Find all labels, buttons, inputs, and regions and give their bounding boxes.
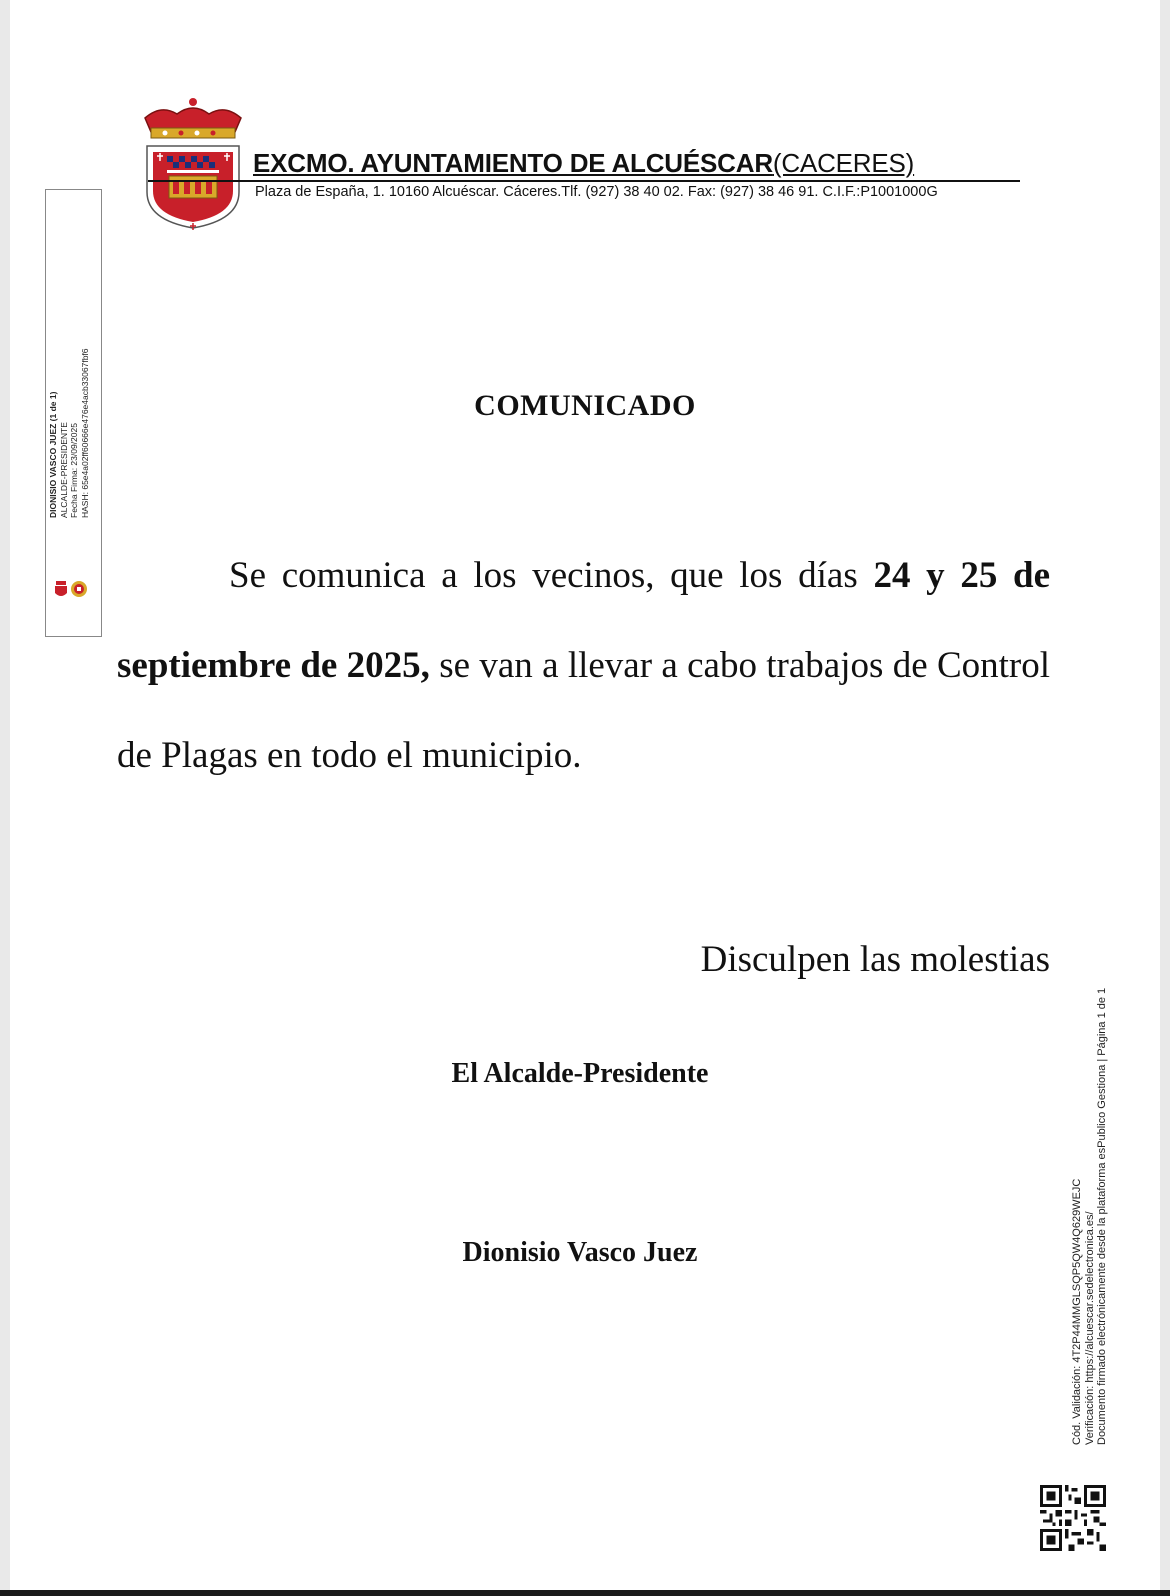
paragraph-text-start: Se comunica a los vecinos, que los días: [229, 555, 874, 596]
validation-strip: [1071, 988, 1109, 1445]
institution-province: (CACERES): [772, 148, 915, 178]
platform-note: Documento firmado electrónicamente desde la plataforma esPublico Gestiona | Página 1 de 1: [1096, 987, 1108, 1445]
qr-code-icon[interactable]: [1040, 1485, 1106, 1551]
document-heading: COMUNICADO: [474, 389, 696, 422]
paragraph-text-end: se van a llevar a cabo trabajos de Control de Plagas en todo el municipio.: [117, 645, 1051, 776]
coat-of-arms-icon: [131, 96, 251, 232]
signature-stamp-text: [48, 348, 90, 518]
stamp-role: ALCALDE-PRESIDENTE: [58, 422, 69, 518]
header-rule: [148, 180, 1020, 182]
institution-title: [253, 148, 914, 179]
signature-name: Dionisio Vasco Juez: [462, 1237, 698, 1268]
institution-address: Plaza de España, 1. 10160 Alcuéscar. Cáceres.Tlf. (927) 38 40 02. Fax: (927) 38 46 91. C.I.F.:P1001000G: [255, 184, 938, 200]
stamp-hash: HASH: 65e4a02ff60666e476e4acb33067fbf6: [79, 348, 90, 518]
stamp-date: Fecha Firma: 23/09/2025: [69, 423, 79, 518]
announcement-paragraph: [117, 531, 1050, 801]
page-bottom-border: [0, 1590, 1170, 1596]
stamp-crest-icon: [52, 578, 92, 600]
closing-line: Disculpen las molestias: [700, 939, 1050, 980]
signature-title: El Alcalde-Presidente: [451, 1058, 709, 1089]
validation-code: Cód. Validación: 4T2P44MMGLSQP5QW4Q629WEJC: [1071, 1178, 1083, 1445]
paragraph-dates: 24 y 25 de septiembre de 2025,: [117, 555, 1051, 686]
verification-url: Verificación: https://alcuescar.sedelectronica.es/: [1083, 1211, 1096, 1445]
institution-name: EXCMO. AYUNTAMIENTO DE ALCUÉSCAR: [253, 148, 773, 178]
stamp-signer: DIONISIO VASCO JUEZ (1 de 1): [48, 391, 58, 518]
